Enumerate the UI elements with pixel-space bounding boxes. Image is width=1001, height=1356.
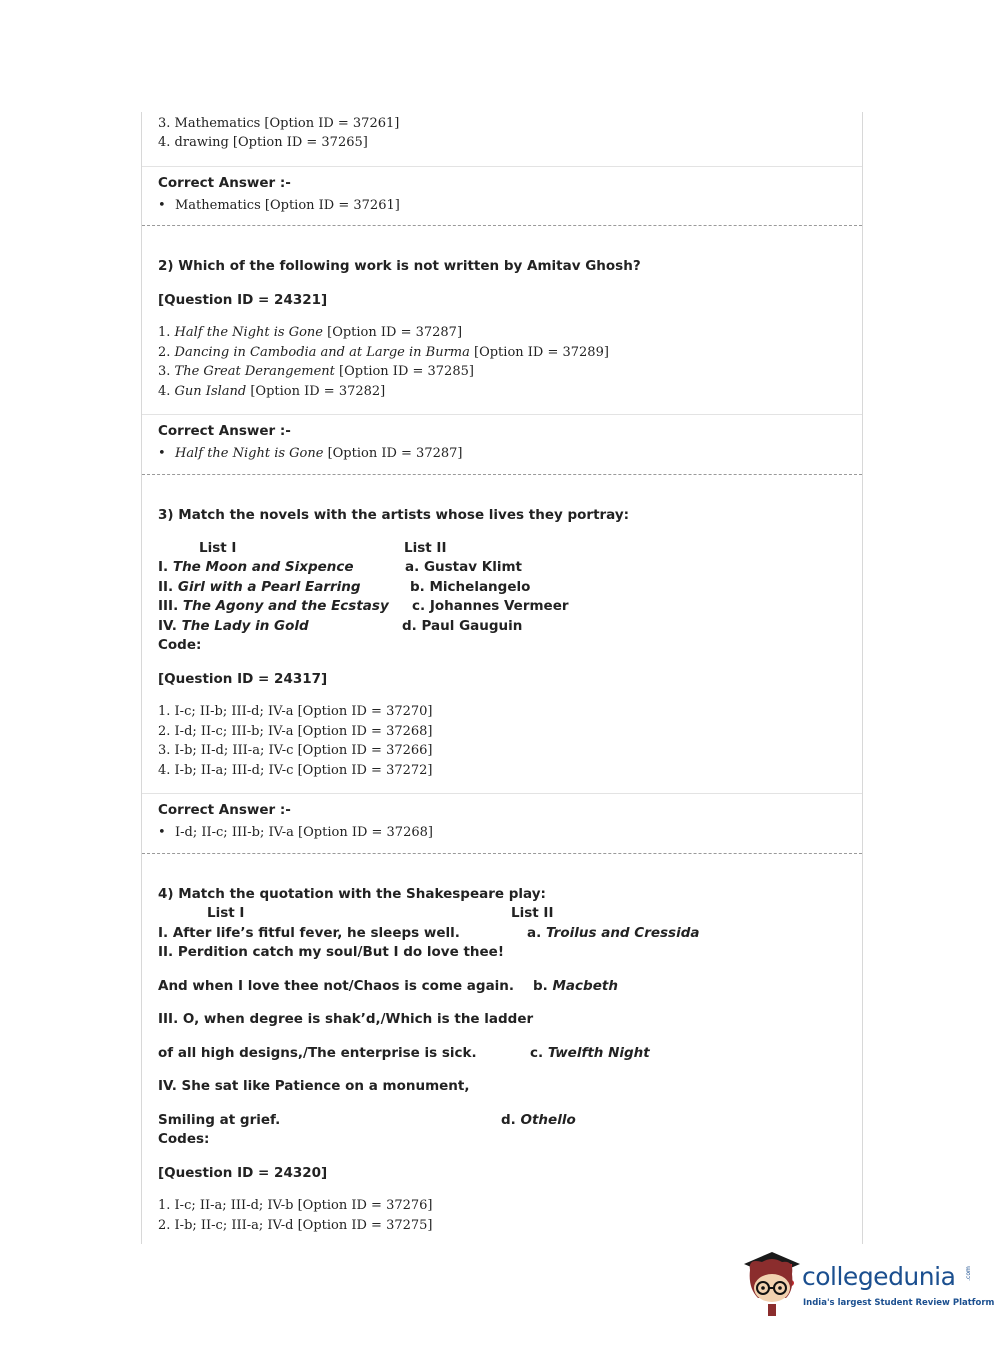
q4-quote-line: III. O, when degree is shak’d,/Which is the ladder — [158, 1011, 534, 1027]
q4-list1-heading: List I — [207, 905, 245, 921]
question-separator — [142, 474, 862, 475]
q1-correct-answer: • Mathematics [Option ID = 37261] — [158, 197, 400, 215]
q3-list1-heading: List I — [199, 540, 237, 556]
q2-option: 2. Dancing in Cambodia and at Large in Burma [Option ID = 37289] — [158, 345, 609, 360]
q4-quote-line: I. After life’s fitful fever, he sleeps well. — [158, 925, 460, 941]
q1-option-3: 3. Mathematics [Option ID = 37261] — [158, 116, 400, 131]
brand-name: collegedunia — [802, 1262, 956, 1291]
q2-question: 2) Which of the following work is not written by Amitav Ghosh? — [158, 258, 641, 274]
q3-option: 2. I-d; II-c; III-b; IV-a [Option ID = 37268] — [158, 724, 433, 739]
q2-correct-answer: • Half the Night is Gone [Option ID = 37287] — [158, 445, 462, 463]
q4-quote-line: of all high designs,/The enterprise is sick. — [158, 1045, 477, 1061]
mascot-icon — [742, 1248, 802, 1318]
q2-option: 4. Gun Island [Option ID = 37282] — [158, 384, 386, 399]
q4-play: a. Troilus and Cressida — [527, 925, 700, 941]
q3-correct-answer: • I-d; II-c; III-b; IV-a [Option ID = 37268] — [158, 824, 433, 842]
q2-option: 3. The Great Derangement [Option ID = 37285] — [158, 364, 474, 379]
q4-quote-line: II. Perdition catch my soul/But I do love thee! — [158, 944, 504, 960]
q4-play: d. Othello — [501, 1112, 576, 1128]
q4-quote-line: And when I love thee not/Chaos is come again. — [158, 978, 515, 994]
collegedunia-logo — [742, 1248, 995, 1318]
q3-code-label: Code: — [158, 637, 202, 653]
q2-question-id: [Question ID = 24321] — [158, 292, 328, 308]
q4-question-id: [Question ID = 24320] — [158, 1165, 328, 1181]
divider — [142, 414, 862, 415]
q4-codes-label: Codes: — [158, 1131, 210, 1147]
q4-play: b. Macbeth — [533, 978, 618, 994]
q3-option: 1. I-c; II-b; III-d; IV-a [Option ID = 37270] — [158, 704, 433, 719]
q2-correct-label: Correct Answer :- — [158, 423, 291, 439]
q2-option: 1. Half the Night is Gone [Option ID = 37287] — [158, 325, 463, 340]
brand-tagline: India's largest Student Review Platform — [803, 1298, 995, 1308]
q3-list1-item: III. The Agony and the Ecstasy — [158, 598, 389, 614]
q3-option: 4. I-b; II-a; III-d; IV-c [Option ID = 37272] — [158, 763, 433, 778]
q1-correct-label: Correct Answer :- — [158, 175, 291, 191]
divider — [142, 166, 862, 167]
q3-question-id: [Question ID = 24317] — [158, 671, 328, 687]
question-separator — [142, 225, 862, 226]
q3-list2-item: a. Gustav Klimt — [405, 559, 522, 575]
divider — [142, 793, 862, 794]
q3-option: 3. I-b; II-d; III-a; IV-c [Option ID = 37266] — [158, 743, 433, 758]
q3-list2-heading: List II — [404, 540, 447, 556]
q4-list2-heading: List II — [511, 905, 554, 921]
q1-option-4: 4. drawing [Option ID = 37265] — [158, 135, 368, 150]
q4-play: c. Twelfth Night — [530, 1045, 650, 1061]
brand-suffix: .com — [964, 1266, 972, 1281]
q3-correct-label: Correct Answer :- — [158, 802, 291, 818]
q4-option: 1. I-c; II-a; III-d; IV-b [Option ID = 37276] — [158, 1198, 433, 1213]
q3-list2-item: d. Paul Gauguin — [402, 618, 523, 634]
q3-list2-item: b. Michelangelo — [410, 579, 531, 595]
q4-quote-line: IV. She sat like Patience on a monument, — [158, 1078, 470, 1094]
question-separator — [142, 853, 862, 854]
q3-list1-item: II. Girl with a Pearl Earring — [158, 579, 361, 595]
q4-quote-line: Smiling at grief. — [158, 1112, 281, 1128]
exam-page — [141, 112, 863, 1244]
q4-question: 4) Match the quotation with the Shakespeare play: — [158, 886, 546, 902]
q3-list1-item: I. The Moon and Sixpence — [158, 559, 354, 575]
q3-list1-item: IV. The Lady in Gold — [158, 618, 309, 634]
q4-option: 2. I-b; II-c; III-a; IV-d [Option ID = 37275] — [158, 1218, 433, 1233]
q3-list2-item: c. Johannes Vermeer — [412, 598, 569, 614]
q3-question: 3) Match the novels with the artists whose lives they portray: — [158, 507, 630, 523]
